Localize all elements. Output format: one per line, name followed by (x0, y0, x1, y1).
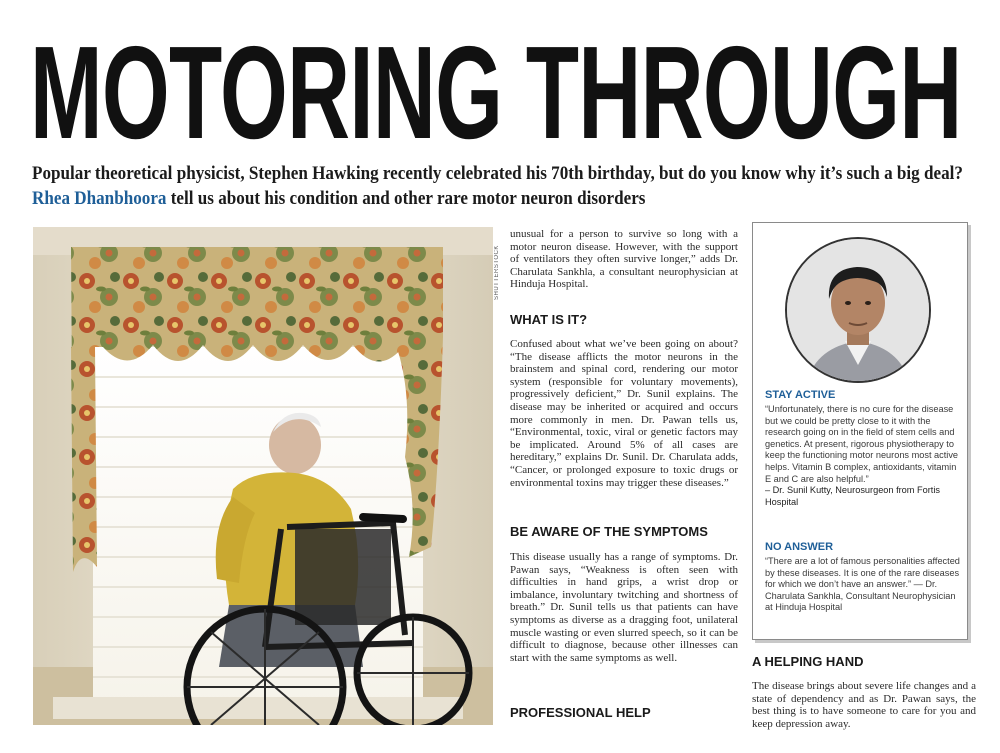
doctor-portrait (785, 237, 931, 383)
intro-paragraph: unusual for a person to survive so long with a motor neuron disease. However, with the support of ventilators they often survive longer,” adds Dr. Charulata Sankhla, a consultant neurophysician at Hinduja Hospital. (510, 228, 738, 291)
wheelchair-photo (33, 227, 493, 725)
no-answer-attribution: — Dr. Charulata Sankhla, Consultant Neurophysician at Hinduja Hospital (765, 579, 956, 613)
standfirst-line: Popular theoretical physicist, Stephen Hawking recently celebrated his 70th birthday, but do you know why it’s such a big deal? (32, 163, 963, 184)
byline-text: tell us about his condition and other rare motor neuron disorders (166, 188, 646, 209)
heading-what-is-it: WHAT IS IT? (510, 312, 588, 327)
stay-active-text: “Unfortunately, there is no cure for the disease but we could be pretty close to it with the research going on in the field of stem cells and genetics. At present, rigorous physiotherapy to keep the functioning motor neurons most active helps. Vitamin B complex, antioxidants, vitamin E and C are also helpful.” (765, 404, 959, 484)
symptoms-body (510, 551, 738, 664)
byline (32, 186, 887, 211)
stay-active-attribution: – Dr. Sunil Kutty, Neurosurgeon from Fortis Hospital (765, 485, 940, 507)
headline: MOTORING THROUGH (30, 19, 962, 166)
photo-credit: SHUTTERSTOCK (494, 245, 500, 300)
heading-no-answer: NO ANSWER (765, 541, 834, 553)
heading-helping-hand: A HELPING HAND (752, 654, 864, 669)
byline-author: Rhea Dhanbhoora (32, 188, 167, 209)
helping-hand-paragraph: The disease brings about severe life changes and a state of dependency and as Dr. Pawan says, the best thing is to have someone to care for you and keep depression away. (752, 680, 976, 730)
no-answer-quote (765, 556, 963, 614)
symptoms-paragraph: This disease usually has a range of symptoms. Dr. Pawan says, “Weakness is often seen with difficulties in hand grips, a wrist drop or imbalance, involuntary twitching and shortness of breath.” Dr. Sunil tells us that patients can have symptoms as diverse as a dragging foot, unilateral muscle wasting or even slurred speech, so it can be difficult to diagnose, because other illnesses can start with the same symptoms as well. (510, 551, 738, 664)
what-is-it-paragraph: Confused about what we’ve been going on about? “The disease afflicts the motor neurons in the brainstem and spinal cord, rendering our motor system (responsible for voluntary movements), progressively deficient,” Dr. Sunil explains. The disease may be inherited or acquired and occurs more commonly in men. Dr. Pawan tells us, “Environmental, toxic, viral or genetic factors may be implicated. Around 5% of all cases are hereditary,” explains Dr. Sunil. Dr. Charulata adds, “Cancer, or prolonged exposure to toxic drugs or environmental toxins may trigger these diseases.” (510, 338, 738, 489)
no-answer-text: “There are a lot of famous personalities affected by these diseases. It is one of the rare diseases for which we don’t have an answer.” (765, 556, 960, 590)
helping-hand-body (752, 680, 976, 730)
heading-stay-active: STAY ACTIVE (765, 389, 836, 401)
heading-symptoms: BE AWARE OF THE SYMPTOMS (510, 524, 708, 539)
standfirst (32, 161, 963, 211)
what-is-it-body (510, 338, 738, 489)
stay-active-quote (765, 404, 963, 508)
quote-sidebar (752, 222, 968, 640)
heading-professional-help: PROFESSIONAL HELP (510, 705, 651, 720)
column-main (510, 228, 738, 291)
